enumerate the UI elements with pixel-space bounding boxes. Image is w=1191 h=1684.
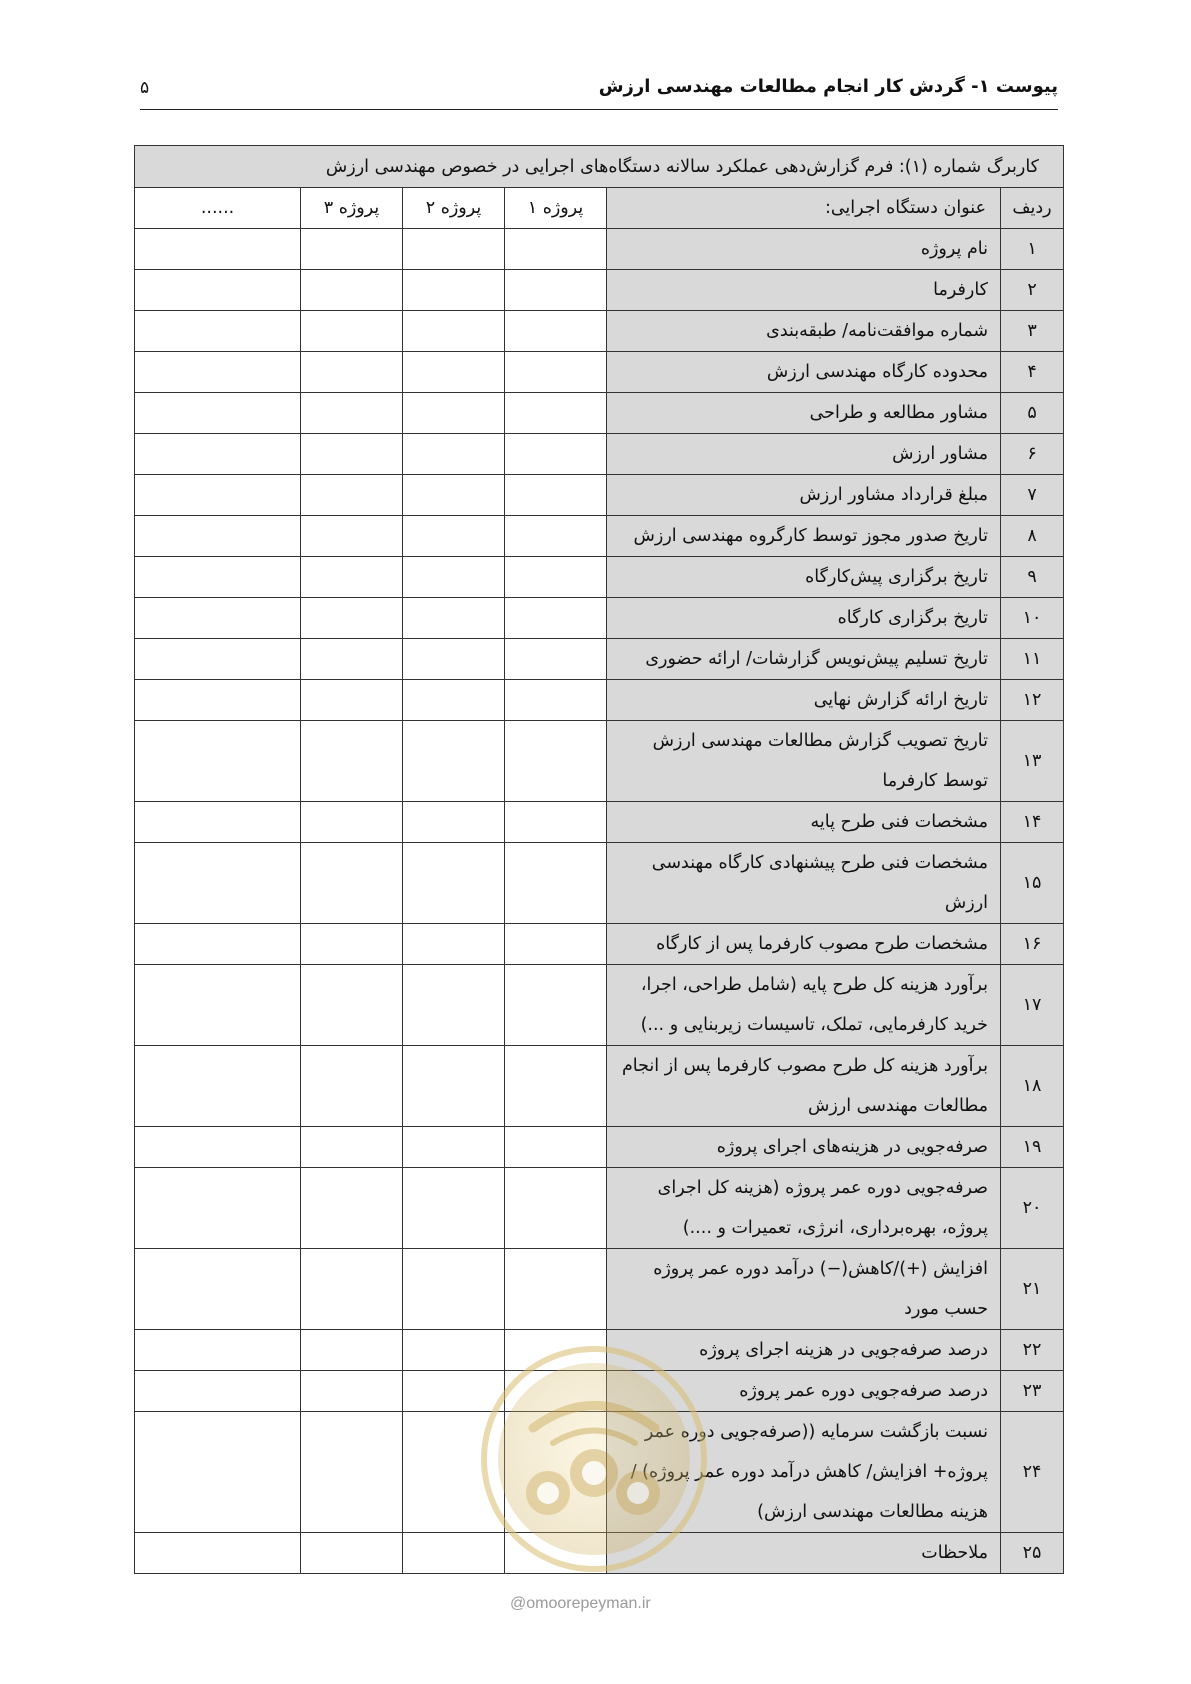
row-label: برآورد هزینه کل طرح مصوب کارفرما پس از انجام مطالعات مهندسی ارزش xyxy=(607,1046,1001,1127)
input-cell-project-2[interactable] xyxy=(403,721,505,802)
input-cell-project-2[interactable] xyxy=(403,352,505,393)
input-cell-more[interactable] xyxy=(135,434,301,475)
table-row xyxy=(135,680,1064,721)
input-cell-more[interactable] xyxy=(135,680,301,721)
table-row xyxy=(135,598,1064,639)
input-cell-project-3[interactable] xyxy=(301,1249,403,1330)
row-label: تاریخ صدور مجوز توسط کارگروه مهندسی ارزش xyxy=(607,516,1001,557)
row-number: ۷ xyxy=(1001,475,1064,516)
input-cell-project-3[interactable] xyxy=(301,352,403,393)
row-number: ۹ xyxy=(1001,557,1064,598)
row-number: ۸ xyxy=(1001,516,1064,557)
input-cell-project-2[interactable] xyxy=(403,639,505,680)
row-number: ۱ xyxy=(1001,229,1064,270)
row-number: ۱۷ xyxy=(1001,965,1064,1046)
row-number: ۱۳ xyxy=(1001,721,1064,802)
row-label: مشاور مطالعه و طراحی xyxy=(607,393,1001,434)
row-label: صرفه‌جویی دوره عمر پروژه (هزینه کل اجرای پروژه، بهره‌برداری، انرژی، تعمیرات و ....) xyxy=(607,1168,1001,1249)
row-label: مشخصات طرح مصوب کارفرما پس از کارگاه xyxy=(607,924,1001,965)
table-row xyxy=(135,965,1064,1046)
table-row xyxy=(135,311,1064,352)
input-cell-project-1[interactable] xyxy=(505,1168,607,1249)
input-cell-project-3[interactable] xyxy=(301,270,403,311)
table-row xyxy=(135,393,1064,434)
input-cell-more[interactable] xyxy=(135,557,301,598)
input-cell-project-2[interactable] xyxy=(403,475,505,516)
input-cell-project-1[interactable] xyxy=(505,721,607,802)
input-cell-project-2[interactable] xyxy=(403,965,505,1046)
page-number: ۵ xyxy=(140,78,150,98)
table-row xyxy=(135,1168,1064,1249)
input-cell-project-2[interactable] xyxy=(403,1046,505,1127)
input-cell-more[interactable] xyxy=(135,1168,301,1249)
table-row xyxy=(135,639,1064,680)
running-title: پیوست ۱- گردش کار انجام مطالعات مهندسی ارزش xyxy=(598,76,1058,97)
header-rule xyxy=(140,109,1058,110)
table-row xyxy=(135,557,1064,598)
table-row xyxy=(135,352,1064,393)
header-agency-title: عنوان دستگاه اجرایی: xyxy=(607,188,1001,229)
input-cell-project-3[interactable] xyxy=(301,516,403,557)
row-number: ۲۴ xyxy=(1001,1412,1064,1533)
row-label: نسبت بازگشت سرمایه ((صرفه‌جویی دوره عمر پروژه+ افزایش/ کاهش درآمد دوره عمر پروژه) / هزینه مطالعات مهندسی ارزش) xyxy=(607,1412,1001,1533)
input-cell-project-2[interactable] xyxy=(403,434,505,475)
input-cell-more[interactable] xyxy=(135,1533,301,1574)
table-row xyxy=(135,1249,1064,1330)
row-number: ۶ xyxy=(1001,434,1064,475)
page-header xyxy=(140,72,1058,110)
input-cell-more[interactable] xyxy=(135,393,301,434)
input-cell-project-2[interactable] xyxy=(403,393,505,434)
input-cell-project-3[interactable] xyxy=(301,393,403,434)
table-row xyxy=(135,475,1064,516)
row-label: تاریخ ارائه گزارش نهایی xyxy=(607,680,1001,721)
input-cell-project-1[interactable] xyxy=(505,1127,607,1168)
row-number: ۱۲ xyxy=(1001,680,1064,721)
input-cell-project-1[interactable] xyxy=(505,1046,607,1127)
row-label: مشخصات فنی طرح پایه xyxy=(607,802,1001,843)
row-number: ۱۵ xyxy=(1001,843,1064,924)
row-label: ملاحظات xyxy=(607,1533,1001,1574)
row-label: مشاور ارزش xyxy=(607,434,1001,475)
row-label: افزایش (+)/کاهش(−) درآمد دوره عمر پروژه حسب مورد xyxy=(607,1249,1001,1330)
input-cell-more[interactable] xyxy=(135,1046,301,1127)
table-row xyxy=(135,434,1064,475)
input-cell-more[interactable] xyxy=(135,1330,301,1371)
input-cell-project-3[interactable] xyxy=(301,557,403,598)
input-cell-project-3[interactable] xyxy=(301,475,403,516)
input-cell-project-1[interactable] xyxy=(505,802,607,843)
row-number: ۲۳ xyxy=(1001,1371,1064,1412)
input-cell-project-3[interactable] xyxy=(301,1330,403,1371)
input-cell-project-1[interactable] xyxy=(505,843,607,924)
row-number: ۳ xyxy=(1001,311,1064,352)
input-cell-project-2[interactable] xyxy=(403,802,505,843)
row-label: درصد صرفه‌جویی دوره عمر پروژه xyxy=(607,1371,1001,1412)
input-cell-project-3[interactable] xyxy=(301,802,403,843)
input-cell-project-1[interactable] xyxy=(505,516,607,557)
header-project-2: پروژه ۲ xyxy=(403,188,505,229)
input-cell-more[interactable] xyxy=(135,802,301,843)
form-caption: کاربرگ شماره (۱): فرم گزارش‌دهی عملکرد سالانه دستگاه‌های اجرایی در خصوص مهندسی ارزش xyxy=(135,146,1064,188)
input-cell-more[interactable] xyxy=(135,1249,301,1330)
row-number: ۱۰ xyxy=(1001,598,1064,639)
input-cell-more[interactable] xyxy=(135,598,301,639)
input-cell-project-1[interactable] xyxy=(505,1249,607,1330)
seal-watermark xyxy=(478,1343,710,1575)
input-cell-project-1[interactable] xyxy=(505,598,607,639)
input-cell-project-1[interactable] xyxy=(505,965,607,1046)
input-cell-project-3[interactable] xyxy=(301,229,403,270)
input-cell-project-2[interactable] xyxy=(403,598,505,639)
input-cell-project-3[interactable] xyxy=(301,1046,403,1127)
row-label: مشخصات فنی طرح پیشنهادی کارگاه مهندسی ارزش xyxy=(607,843,1001,924)
input-cell-project-2[interactable] xyxy=(403,311,505,352)
table-row xyxy=(135,843,1064,924)
input-cell-project-1[interactable] xyxy=(505,270,607,311)
table-row xyxy=(135,802,1064,843)
input-cell-project-3[interactable] xyxy=(301,434,403,475)
table-row xyxy=(135,516,1064,557)
row-label: کارفرما xyxy=(607,270,1001,311)
input-cell-project-1[interactable] xyxy=(505,475,607,516)
row-number: ۲۰ xyxy=(1001,1168,1064,1249)
input-cell-project-3[interactable] xyxy=(301,1168,403,1249)
table-row xyxy=(135,924,1064,965)
input-cell-project-2[interactable] xyxy=(403,1127,505,1168)
input-cell-project-3[interactable] xyxy=(301,1371,403,1412)
row-label: محدوده کارگاه مهندسی ارزش xyxy=(607,352,1001,393)
row-number: ۲۲ xyxy=(1001,1330,1064,1371)
row-label: مبلغ قرارداد مشاور ارزش xyxy=(607,475,1001,516)
input-cell-project-3[interactable] xyxy=(301,1127,403,1168)
header-more-projects: ...... xyxy=(135,188,301,229)
input-cell-project-2[interactable] xyxy=(403,557,505,598)
row-number: ۱۹ xyxy=(1001,1127,1064,1168)
row-number: ۱۶ xyxy=(1001,924,1064,965)
row-label: صرفه‌جویی در هزینه‌های اجرای پروژه xyxy=(607,1127,1001,1168)
input-cell-project-3[interactable] xyxy=(301,924,403,965)
input-cell-more[interactable] xyxy=(135,924,301,965)
table-row xyxy=(135,721,1064,802)
row-number: ۲۱ xyxy=(1001,1249,1064,1330)
input-cell-project-3[interactable] xyxy=(301,1533,403,1574)
input-cell-project-2[interactable] xyxy=(403,229,505,270)
input-cell-more[interactable] xyxy=(135,516,301,557)
input-cell-project-1[interactable] xyxy=(505,311,607,352)
input-cell-project-1[interactable] xyxy=(505,557,607,598)
row-label: تاریخ تسلیم پیش‌نویس گزارشات/ ارائه حضوری xyxy=(607,639,1001,680)
input-cell-project-1[interactable] xyxy=(505,352,607,393)
input-cell-project-2[interactable] xyxy=(403,1168,505,1249)
input-cell-more[interactable] xyxy=(135,1127,301,1168)
input-cell-more[interactable] xyxy=(135,311,301,352)
input-cell-project-3[interactable] xyxy=(301,843,403,924)
header-project-1: پروژه ۱ xyxy=(505,188,607,229)
row-number: ۵ xyxy=(1001,393,1064,434)
table-row xyxy=(135,1127,1064,1168)
header-row-number: ردیف xyxy=(1001,188,1064,229)
row-number: ۲ xyxy=(1001,270,1064,311)
input-cell-project-1[interactable] xyxy=(505,680,607,721)
input-cell-project-3[interactable] xyxy=(301,721,403,802)
input-cell-project-1[interactable] xyxy=(505,434,607,475)
row-label: تاریخ برگزاری پیش‌کارگاه xyxy=(607,557,1001,598)
input-cell-more[interactable] xyxy=(135,270,301,311)
input-cell-project-2[interactable] xyxy=(403,843,505,924)
input-cell-more[interactable] xyxy=(135,843,301,924)
row-label: درصد صرفه‌جویی در هزینه اجرای پروژه xyxy=(607,1330,1001,1371)
table-row xyxy=(135,1046,1064,1127)
header-project-3: پروژه ۳ xyxy=(301,188,403,229)
row-label: برآورد هزینه کل طرح پایه (شامل طراحی، اجرا، خرید کارفرمایی، تملک، تاسیسات زیربنایی و ...) xyxy=(607,965,1001,1046)
input-cell-project-1[interactable] xyxy=(505,924,607,965)
row-label: نام پروژه xyxy=(607,229,1001,270)
input-cell-more[interactable] xyxy=(135,639,301,680)
input-cell-more[interactable] xyxy=(135,229,301,270)
input-cell-project-1[interactable] xyxy=(505,393,607,434)
row-label: تاریخ برگزاری کارگاه xyxy=(607,598,1001,639)
input-cell-project-3[interactable] xyxy=(301,311,403,352)
row-label: تاریخ تصویب گزارش مطالعات مهندسی ارزش توسط کارفرما xyxy=(607,721,1001,802)
input-cell-project-3[interactable] xyxy=(301,1412,403,1533)
input-cell-more[interactable] xyxy=(135,475,301,516)
row-number: ۱۱ xyxy=(1001,639,1064,680)
row-label: شماره موافقت‌نامه/ طبقه‌بندی xyxy=(607,311,1001,352)
input-cell-more[interactable] xyxy=(135,721,301,802)
row-number: ۱۸ xyxy=(1001,1046,1064,1127)
input-cell-project-2[interactable] xyxy=(403,680,505,721)
input-cell-project-3[interactable] xyxy=(301,598,403,639)
input-cell-project-2[interactable] xyxy=(403,1249,505,1330)
input-cell-more[interactable] xyxy=(135,352,301,393)
input-cell-project-2[interactable] xyxy=(403,516,505,557)
input-cell-project-3[interactable] xyxy=(301,965,403,1046)
input-cell-project-1[interactable] xyxy=(505,229,607,270)
input-cell-project-3[interactable] xyxy=(301,639,403,680)
input-cell-project-3[interactable] xyxy=(301,680,403,721)
input-cell-more[interactable] xyxy=(135,1412,301,1533)
input-cell-project-1[interactable] xyxy=(505,639,607,680)
table-row xyxy=(135,229,1064,270)
input-cell-project-2[interactable] xyxy=(403,270,505,311)
input-cell-more[interactable] xyxy=(135,965,301,1046)
row-number: ۴ xyxy=(1001,352,1064,393)
row-number: ۲۵ xyxy=(1001,1533,1064,1574)
watermark-url: @omoorepeyman.ir xyxy=(510,1595,651,1612)
input-cell-more[interactable] xyxy=(135,1371,301,1412)
input-cell-project-2[interactable] xyxy=(403,924,505,965)
table-row xyxy=(135,270,1064,311)
row-number: ۱۴ xyxy=(1001,802,1064,843)
